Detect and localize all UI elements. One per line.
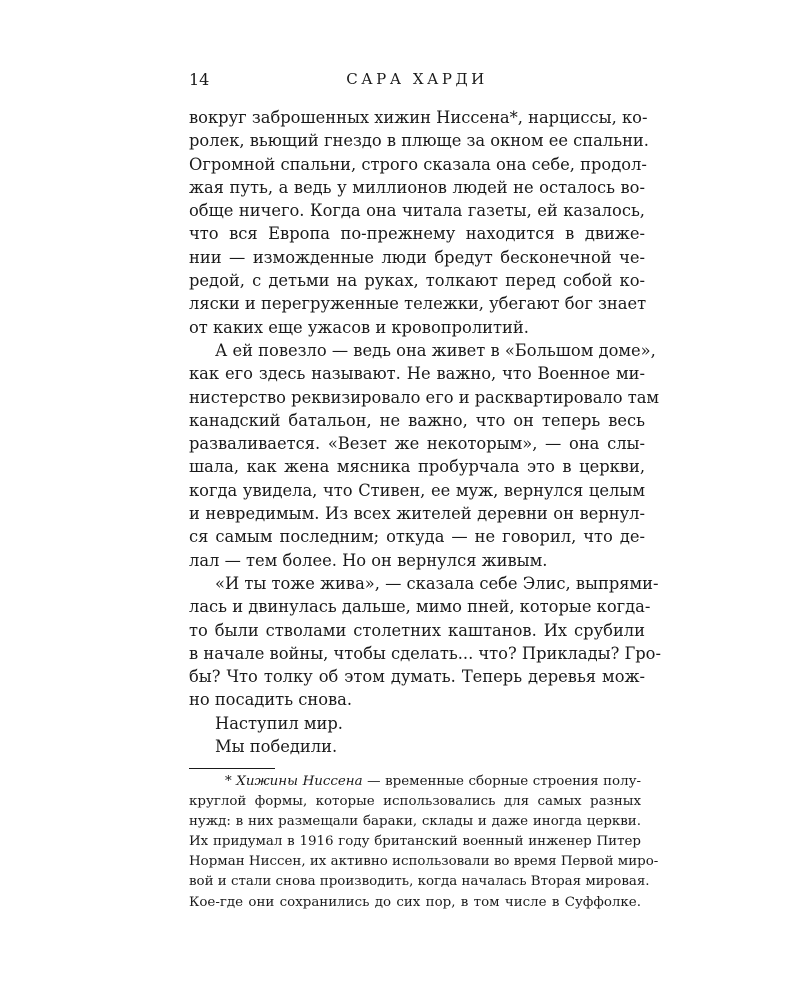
- footnote-line: Норман Ниссен, их активно использовали во время Первой миро-: [189, 854, 659, 870]
- text-line: вокруг заброшенных хижин Ниссена*, нарциссы, ко-: [189, 108, 648, 127]
- text-line: что вся Европа по-прежнему находится в движе-: [189, 224, 645, 244]
- text-line: от каких еще ужасов и кровопролитий.: [189, 317, 529, 337]
- footnote-line: Их придумал в 1916 году британский военный инженер Питер: [189, 834, 641, 850]
- text-line: нистерство реквизировало его и расквартировало там: [189, 387, 660, 407]
- text-line: А ей повезло — ведь она живет в «Большом доме»,: [215, 340, 656, 360]
- text-line: жая путь, а ведь у миллионов людей не осталось во-: [189, 177, 645, 197]
- body-text: [189, 106, 661, 758]
- text-line: когда увидела, что Стивен, ее муж, вернулся целым: [189, 480, 645, 500]
- text-line: канадский батальон, не важно, что он теперь весь: [189, 410, 645, 430]
- text-line: как его здесь называют. Не важно, что Военное ми-: [189, 364, 645, 384]
- footnote-divider: [189, 768, 275, 769]
- footnote-line: вой и стали снова производить, когда началась Вторая мировая.: [189, 874, 650, 890]
- footnote-text: — временные сборные строения полу-: [362, 774, 642, 789]
- page-number: 14: [189, 70, 210, 89]
- text-line: в начале войны, чтобы сделать... что? Приклады? Гро-: [189, 643, 661, 663]
- text-line: редой, с детьми на руках, толкают перед собой ко-: [189, 271, 645, 291]
- footnote-first-line: [189, 772, 641, 792]
- text-line: то были стволами столетних каштанов. Их срубили: [189, 620, 645, 640]
- footnote-marker: *: [225, 774, 232, 789]
- footnote-line: нужд: в них размещали бараки, склады и даже иногда церкви.: [189, 814, 641, 830]
- text-line: обще ничего. Когда она читала газеты, ей казалось,: [189, 201, 645, 221]
- footnote-line: круглой формы, которые использовались для самых разных: [189, 794, 641, 810]
- text-line: шала, как жена мясника пробурчала это в церкви,: [189, 457, 645, 477]
- page-header: [189, 70, 645, 94]
- text-line: нии — изможденные люди бредут бесконечной че-: [189, 247, 645, 267]
- running-title: САРА ХАРДИ: [346, 70, 488, 88]
- text-line: Мы победили.: [215, 737, 338, 757]
- footnote: [189, 772, 659, 913]
- text-line: разваливается. «Везет же некоторым», — она слы-: [189, 434, 645, 454]
- text-line: бы? Что толку об этом думать. Теперь деревья мож-: [189, 667, 645, 687]
- text-line: Огромной спальни, строго сказала она себе, продол-: [189, 154, 647, 174]
- footnote-term: Хижины Ниссена: [236, 774, 363, 789]
- text-line: и невредимым. Из всех жителей деревни он вернул-: [189, 504, 645, 524]
- text-line: лась и двинулась дальше, мимо пней, которые когда-: [189, 597, 651, 617]
- text-line: Наступил мир.: [215, 713, 343, 733]
- footnote-line: Кое-где они сохранились до сих пор, в том числе в Суффолке.: [189, 894, 641, 910]
- text-line: «И ты тоже жива», — сказала себе Элис, выпрями-: [215, 573, 659, 593]
- text-line: ляски и перегруженные тележки, убегают бог знает: [189, 294, 647, 314]
- text-line: лал — тем более. Но он вернулся живым.: [189, 550, 548, 570]
- text-line: ролек, вьющий гнездо в плюще за окном ее спальни.: [189, 131, 649, 151]
- text-line: но посадить снова.: [189, 690, 353, 710]
- text-line: ся самым последним; откуда — не говорил, что де-: [189, 527, 645, 547]
